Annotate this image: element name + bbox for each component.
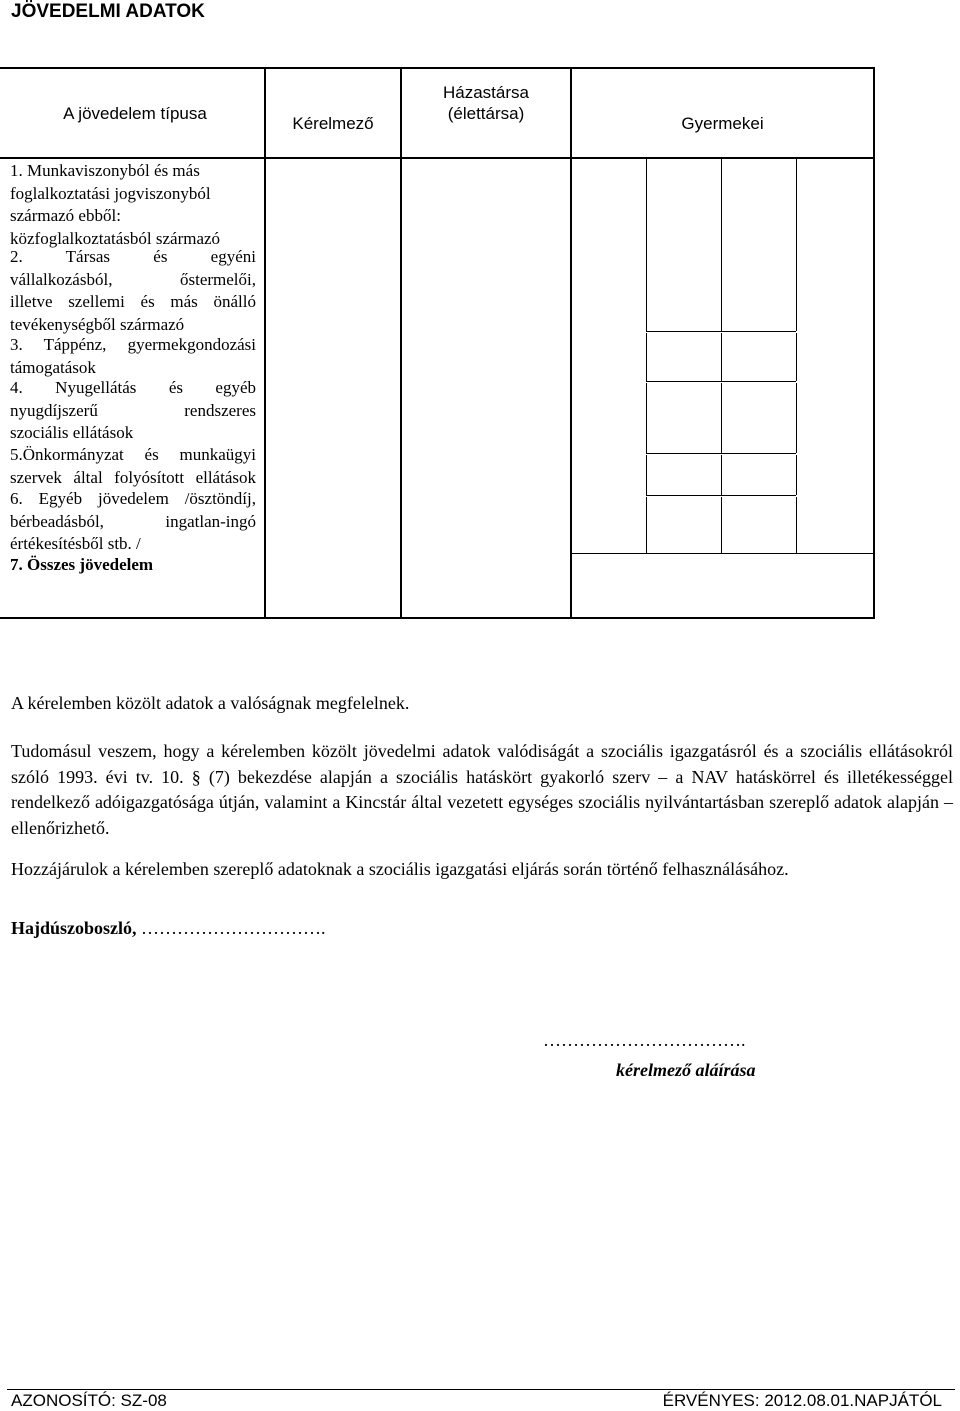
income-row-1-line: 1. Munkaviszonyból és más	[10, 161, 200, 180]
income-row-6-line: 6. Egyéb jövedelem /ösztöndíj,	[10, 489, 256, 508]
statement-accuracy: A kérelemben közölt adatok a valóságnak megfelelnek.	[11, 693, 410, 713]
place-label: Hajdúszoboszló,	[11, 918, 137, 938]
income-row-5-line: 5.Önkormányzat és munkaügyi	[10, 445, 256, 464]
income-row-6-line: bérbeadásból, ingatlan-ingó	[10, 511, 256, 531]
income-row-2	[10, 246, 256, 336]
income-row-2-line: illetve szellemi és más önálló	[10, 292, 256, 311]
place-date-line	[11, 918, 326, 939]
header-spouse	[402, 82, 570, 124]
income-row-7-line: 7. Összes jövedelem	[10, 555, 154, 574]
income-row-1-line: foglalkoztatási jogviszonyból	[10, 183, 211, 203]
page-title: JÖVEDELMI ADATOK	[11, 1, 205, 22]
income-row-2-line: vállalkozásból, őstermelői,	[10, 269, 256, 289]
income-row-4-line: 4. Nyugellátás és egyéb	[10, 378, 256, 397]
statement-verification: Tudomásul veszem, hogy a kérelemben közölt jövedelmi adatok valódiságát a szociális igazgatásról és a szociális ellátásokról szóló 1993. évi tv. 10. § (7) bekezdése alapján a szociális hatáskört gyakorló szerv – a NAV hatáskörrel és illetékességgel rendelkező adóigazgatósága útján, valamint a Kincstár által vezetett egységes szociális nyilvántartásban szereplő adatok alapján – ellenőrizhető.	[11, 741, 953, 838]
signature-dots: …………………………….	[543, 1030, 746, 1050]
income-row-6	[10, 488, 256, 556]
income-row-1	[10, 160, 256, 250]
income-table	[0, 0, 960, 625]
income-row-3	[10, 334, 256, 379]
income-row-3-line: támogatások	[10, 357, 96, 377]
date-dots: ………………………….	[141, 918, 326, 938]
income-row-4-line: nyugdíjszerű rendszeres	[10, 400, 256, 420]
header-income-type: A jövedelem típusa	[63, 104, 207, 123]
income-row-1-line: származó ebből:	[10, 206, 121, 225]
income-row-4	[10, 377, 256, 445]
header-spouse-line2: (élettársa)	[447, 104, 525, 123]
income-row-5	[10, 444, 256, 489]
footer-valid: ÉRVÉNYES: 2012.08.01.NAPJÁTÓL	[662, 1391, 942, 1410]
income-row-6-line: értékesítésből stb. /	[10, 534, 141, 553]
income-row-7	[10, 554, 256, 577]
signature-label: kérelmező aláírása	[616, 1060, 756, 1080]
statement-consent: Hozzájárulok a kérelemben szereplő adatoknak a szociális igazgatási eljárás során történő felhasználásához.	[11, 859, 789, 879]
footer-divider	[7, 1389, 955, 1390]
income-row-2-line: tevékenységből származó	[10, 314, 185, 334]
footer-id: AZONOSÍTÓ: SZ-08	[11, 1391, 167, 1410]
header-children: Gyermekei	[681, 114, 764, 133]
income-row-3-line: 3. Táppénz, gyermekgondozási	[10, 335, 256, 354]
header-applicant: Kérelmező	[292, 114, 374, 133]
header-spouse-line1: Házastársa	[443, 83, 529, 102]
income-row-1-line: közfoglalkoztatásból származó	[10, 228, 221, 248]
income-row-5-line: szervek által folyósított ellátások	[10, 467, 256, 487]
income-row-2-line: 2. Társas és egyéni	[10, 247, 256, 266]
income-row-4-line: szociális ellátások	[10, 423, 134, 442]
